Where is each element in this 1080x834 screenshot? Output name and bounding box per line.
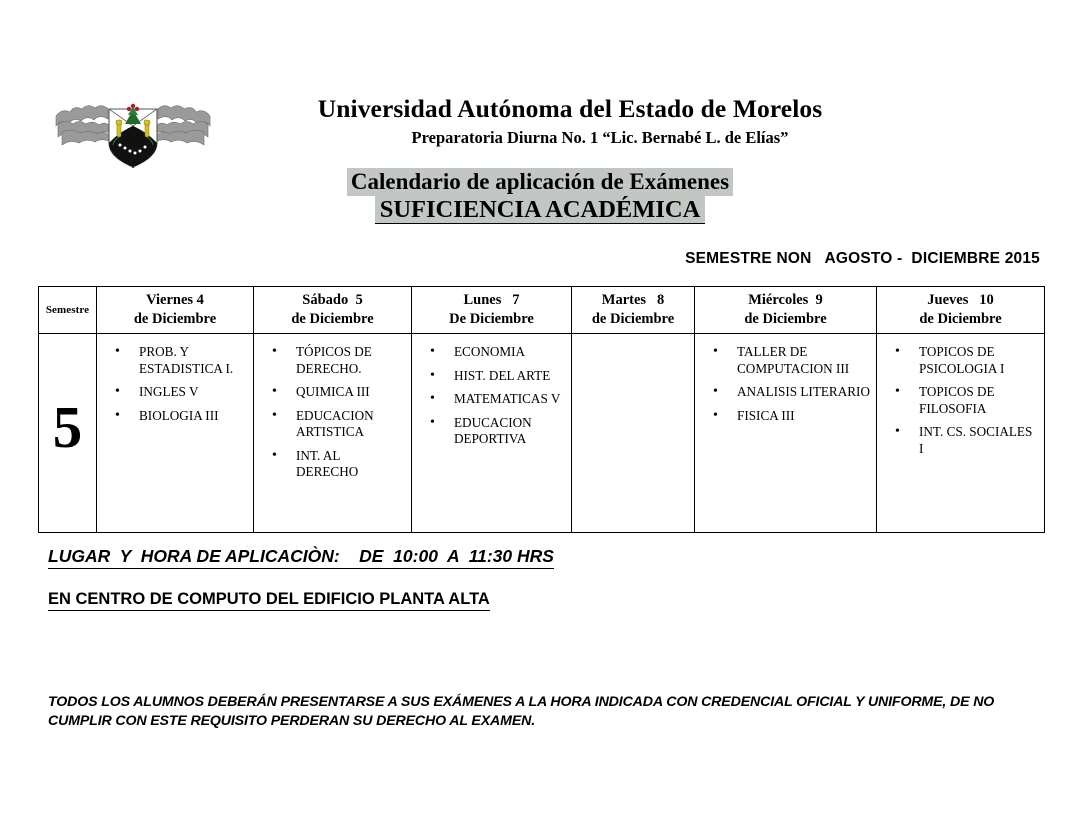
subject-item: • ANALISIS LITERARIO <box>731 384 870 401</box>
subjects-cell-day-2 <box>412 334 572 533</box>
subject-item: • PROB. Y ESTADISTICA I. <box>133 344 247 377</box>
subjects-cell-day-5 <box>877 334 1045 533</box>
subject-item: • QUIMICA III <box>290 384 405 401</box>
subject-item: • TOPICOS DE FILOSOFIA <box>913 384 1038 417</box>
header-day-3 <box>572 287 695 334</box>
header-day-4 <box>695 287 877 334</box>
semester-number-cell: 5 <box>39 334 97 533</box>
subject-item: • EDUCACION ARTISTICA <box>290 408 405 441</box>
student-requirements-note: TODOS LOS ALUMNOS DEBERÁN PRESENTARSE A SUS EXÁMENES A LA HORA INDICADA CON CREDENCIAL OFICIAL Y UNIFORME, DE NO CUMPLIR CON ESTE REQUISITO PERDERAN SU DERECHO AL EXAMEN. <box>48 694 995 730</box>
header-day-4-month: de Diciembre <box>744 310 827 327</box>
header-day-2-month: De Diciembre <box>449 310 534 327</box>
subject-item: • INT. CS. SOCIALES I <box>913 424 1038 457</box>
subject-list-4 <box>695 344 870 424</box>
place-and-time-note: LUGAR Y HORA DE APLICACIÒN: DE 10:00 A 11:30 HRS <box>48 546 554 569</box>
subject-item: • INGLES V <box>133 384 247 401</box>
header-day-3-name: Martes 8 <box>601 292 665 308</box>
subject-list-2 <box>412 344 565 448</box>
header-day-2-name: Lunes 7 <box>463 292 520 308</box>
school-subtitle: Preparatoria Diurna No. 1 “Lic. Bernabé L. de Elías” <box>411 128 789 147</box>
header-day-0-name: Viernes 4 <box>146 292 204 308</box>
subject-item: • EDUCACION DEPORTIVA <box>448 415 565 448</box>
subject-list-1 <box>254 344 405 481</box>
header-day-2 <box>412 287 572 334</box>
header-day-3-month: de Diciembre <box>591 310 675 327</box>
exam-calendar-table <box>38 286 1045 533</box>
subjects-cell-day-3 <box>572 334 695 533</box>
university-title: Universidad Autónoma del Estado de Morelos <box>317 94 823 123</box>
header-day-0 <box>97 287 254 334</box>
document-title <box>0 168 1080 224</box>
subject-item: • BIOLOGIA III <box>133 408 247 425</box>
semester-period-label: SEMESTRE NON AGOSTO - DICIEMBRE 2015 <box>685 250 1040 267</box>
header-day-5-month: de Diciembre <box>919 310 1002 327</box>
subject-item: • TALLER DE COMPUTACION III <box>731 344 870 377</box>
header-semestre: Semestre <box>39 287 97 334</box>
header-day-1-month: de Diciembre <box>291 310 374 327</box>
subjects-cell-day-1 <box>254 334 412 533</box>
subject-item: • ECONOMIA <box>448 344 565 361</box>
subject-item: • MATEMATICAS V <box>448 391 565 408</box>
header-day-0-month: de Diciembre <box>133 310 217 327</box>
header-day-5-name: Jueves 10 <box>927 292 994 308</box>
subjects-cell-day-0 <box>97 334 254 533</box>
header-day-4-name: Miércoles 9 <box>748 292 823 308</box>
document-header <box>0 88 1080 168</box>
subject-list-5 <box>877 344 1038 457</box>
subject-item: • HIST. DEL ARTE <box>448 368 565 385</box>
subject-item: • TOPICOS DE PSICOLOGIA I <box>913 344 1038 377</box>
header-day-1-name: Sábado 5 <box>302 292 363 308</box>
subject-item: • TÓPICOS DE DERECHO. <box>290 344 405 377</box>
table-row <box>39 334 1045 533</box>
title-line-suficiencia: SUFICIENCIA ACADÉMICA <box>375 196 706 224</box>
header-day-5 <box>877 287 1045 334</box>
subject-item: • INT. AL DERECHO <box>290 448 405 481</box>
subject-item: • FISICA III <box>731 408 870 425</box>
header-day-1 <box>254 287 412 334</box>
room-location-note: EN CENTRO DE COMPUTO DEL EDIFICIO PLANTA ALTA <box>48 590 490 611</box>
subject-list-0 <box>97 344 247 424</box>
table-header-row <box>39 287 1045 334</box>
title-line-calendario: Calendario de aplicación de Exámenes <box>347 168 733 196</box>
subjects-cell-day-4 <box>695 334 877 533</box>
